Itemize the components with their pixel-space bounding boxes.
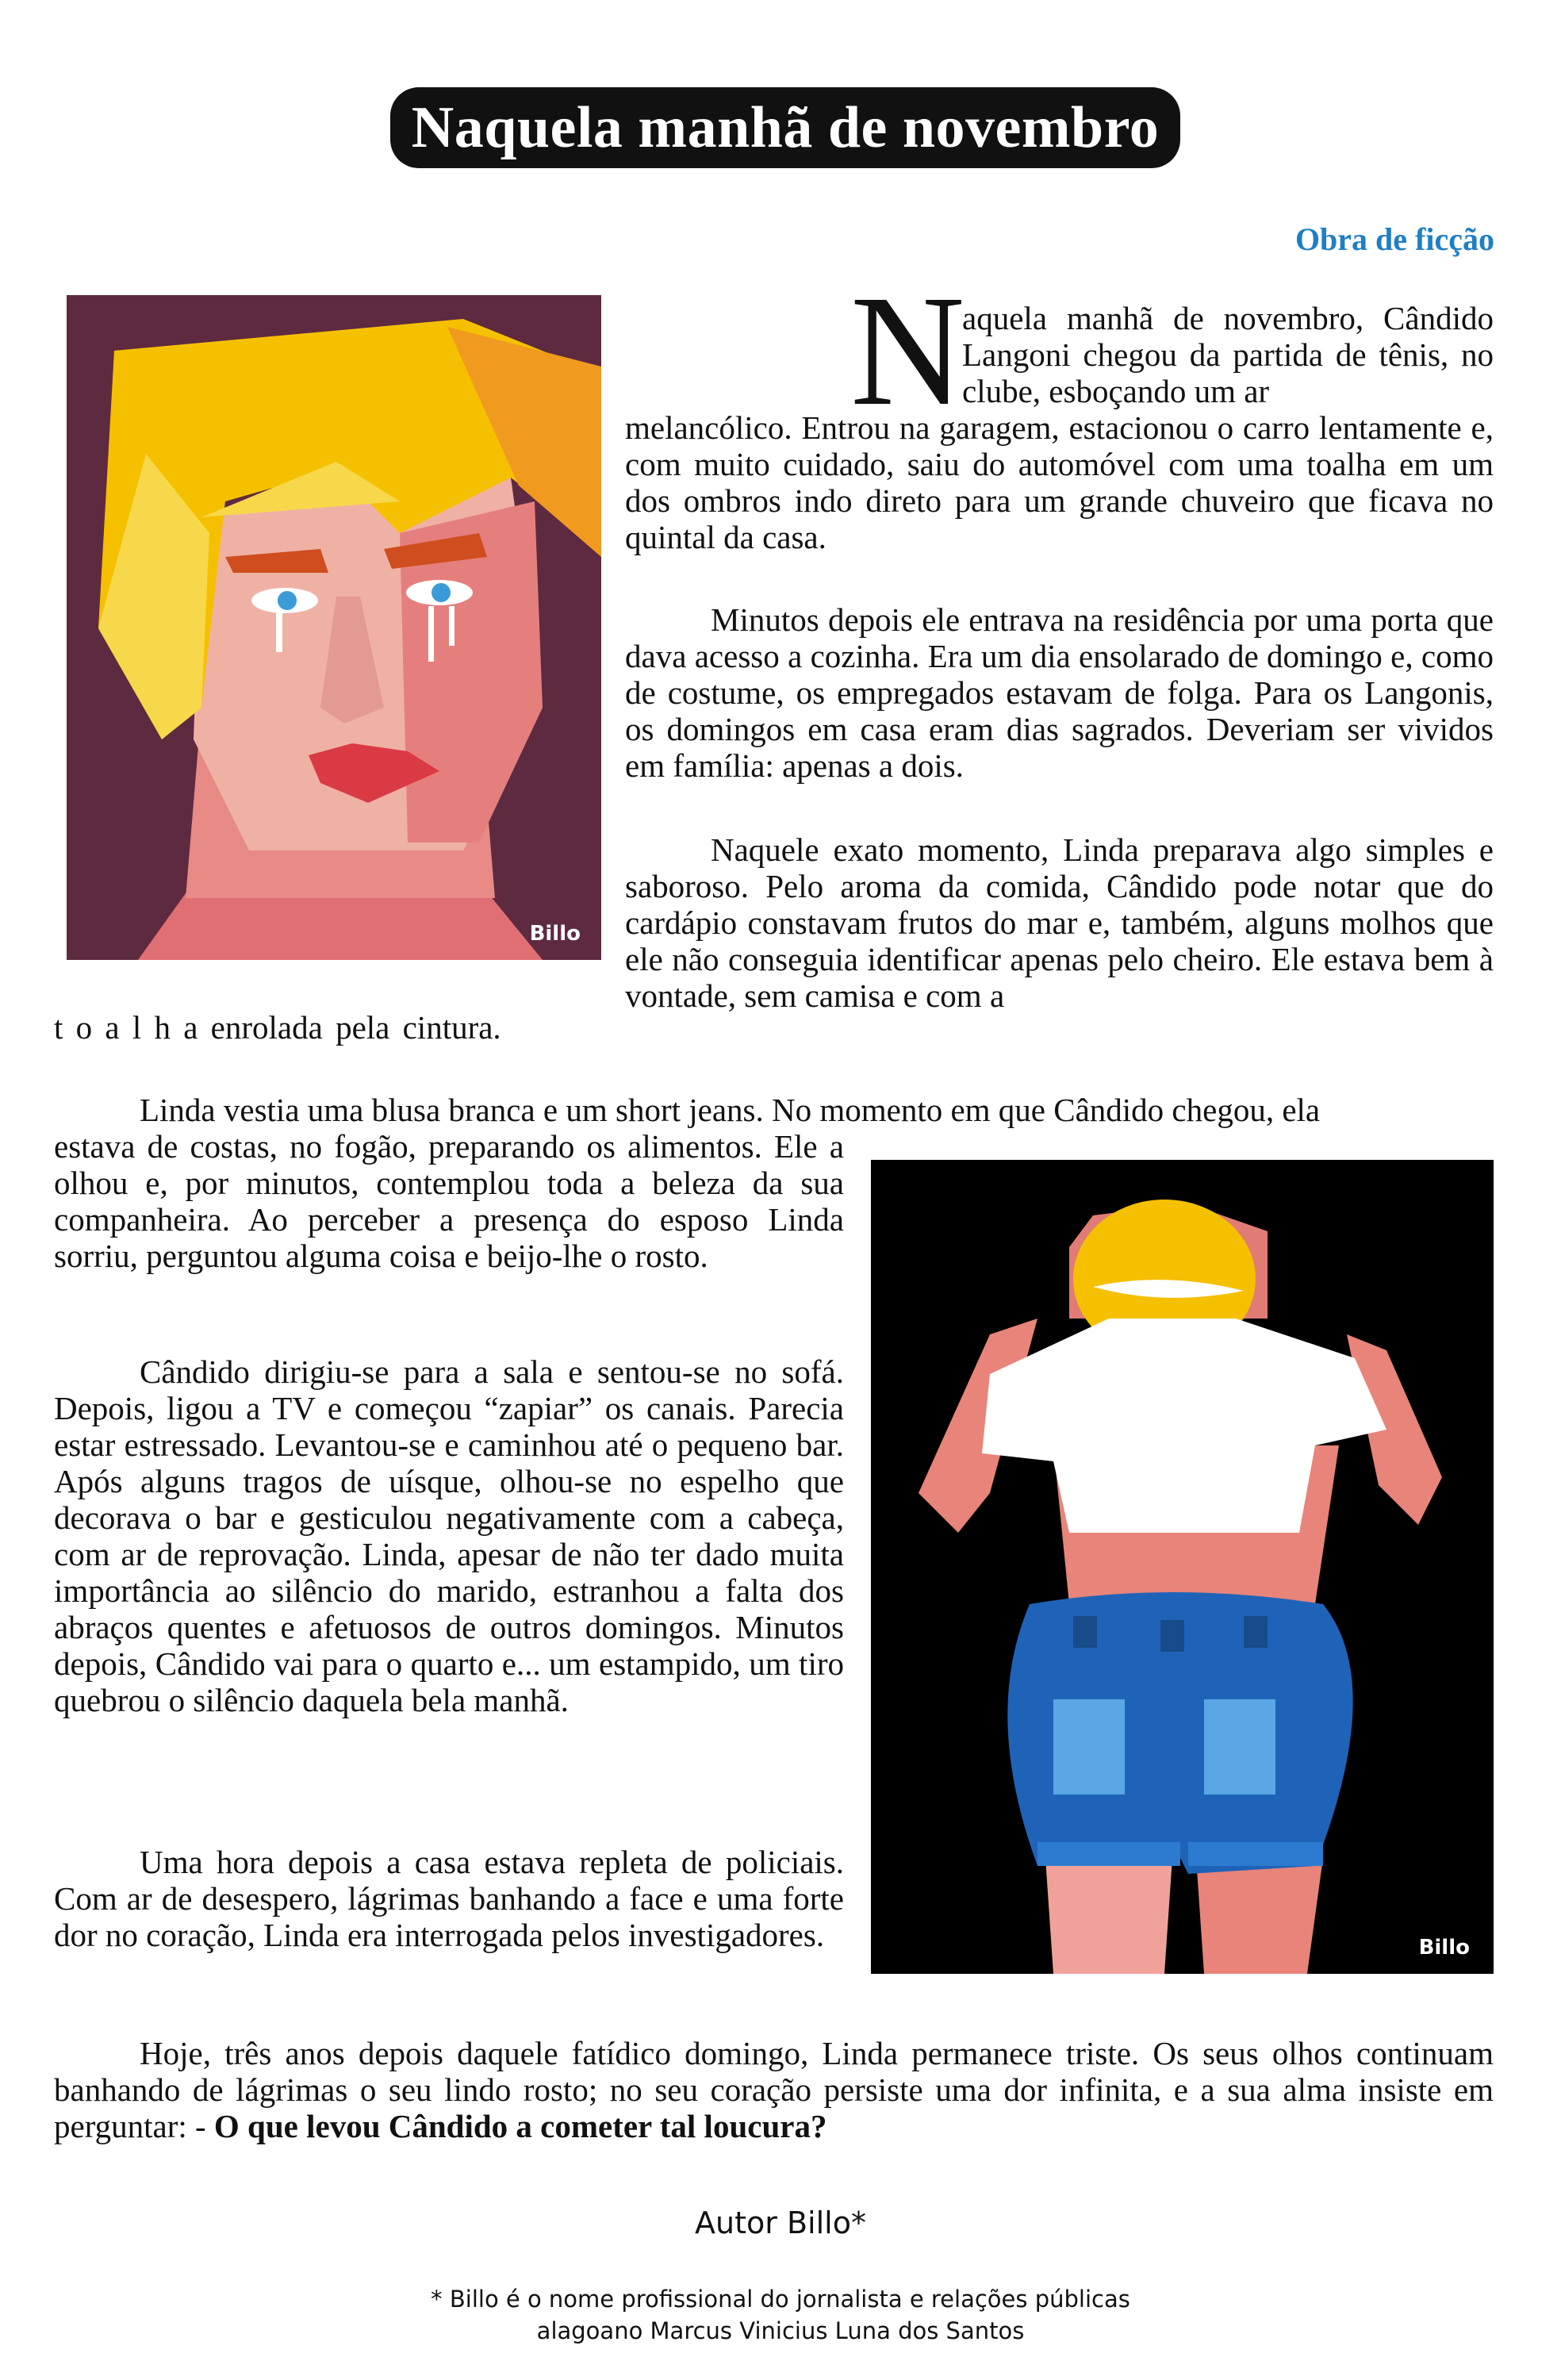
paragraph-1-first-lines: aquela manhã de novembro, Cândido Langoni chegou da partida de tênis, no clube, esboçando um ar	[962, 300, 1494, 409]
footnote-line-2: alagoano Marcus Vinicius Luna dos Santos	[536, 2317, 1025, 2344]
footnote	[0, 2283, 1561, 2347]
paragraph-7-text: Hoje, três anos depois daquele fatídico domingo, Linda permanece triste. Os seus olhos continuam banhando de lágrimas o seu lindo rosto; no seu coração persiste uma dor infinita, e a sua alma insiste em perguntar: -	[54, 2035, 1494, 2144]
illustration-signature: Billo	[1418, 1936, 1470, 1960]
crying-face-illustration	[67, 295, 601, 960]
paragraph-4-rest: estava de costas, no fogão, preparando os alimentos. Ele a olhou e, por minutos, contemplou toda a beleza da sua companheira. Ao perceber a presença do esposo Linda sorriu, perguntou alguma coisa e beijo-lhe o rosto.	[54, 1128, 844, 1274]
paragraph-1-rest: melancólico. Entrou na garagem, estacionou o carro lentamente e, com muito cuidado, saiu do automóvel com uma toalha em um dos ombros indo direto para um grande chuveiro que ficava no quintal da casa.	[625, 409, 1494, 555]
illustration-signature: Billo	[529, 922, 581, 946]
paragraph-6: Uma hora depois a casa estava repleta de policiais. Com ar de desespero, lágrimas banhando a face e uma forte dor no coração, Linda era interrogada pelos investigadores.	[54, 1844, 844, 1953]
paragraph-7	[54, 2035, 1494, 2144]
paragraph-4-first-line: Linda vestia uma blusa branca e um short jeans. No momento em que Cândido chegou, ela	[140, 1092, 1321, 1128]
genre-label: Obra de ficção	[1294, 221, 1494, 257]
paragraph-7-question: O que levou Cândido a cometer tal loucura?	[213, 2108, 827, 2144]
title-banner	[390, 87, 1180, 168]
drop-cap: N	[850, 263, 965, 439]
paragraph-2: Minutos depois ele entrava na residência por uma porta que dava acesso a cozinha. Era um dia ensolarado de domingo e, como de costume, os empregados estavam de folga. Para os Langonis, os domingos em casa eram dias sagrados. Deveriam ser vividos em família: apenas a dois.	[625, 601, 1494, 784]
paragraph-3-tail: t o a l h a enrolada pela cintura.	[54, 1009, 501, 1046]
woman-back-illustration	[871, 1160, 1494, 1974]
author-credit: Autor Billo*	[695, 2205, 866, 2240]
footnote-line-1: * Billo é o nome profissional do jornalista e relações públicas	[431, 2286, 1130, 2313]
paragraph-5: Cândido dirigiu-se para a sala e sentou-se no sofá. Depois, ligou a TV e começou “zapiar” os canais. Parecia estar estressado. Levantou-se e caminhou até o pequeno bar. Após alguns tragos de uísque, olhou-se no espelho que decorava o bar e gesticulou negativamente com a cabeça, com ar de reprovação. Linda, apesar de não ter dado muita importância ao silêncio do marido, estranhou a falta dos abraços quentes e afetuosos de outros domingos. Minutos depois, Cândido vai para o quarto e... um estampido, um tiro quebrou o silêncio daquela bela manhã.	[54, 1353, 844, 1718]
page-title: Naquela manhã de novembro	[411, 94, 1160, 160]
paragraph-3: Naquele exato momento, Linda preparava algo simples e saboroso. Pelo aroma da comida, Cândido pode notar que do cardápio constavam frutos do mar e, também, alguns molhos que ele não conseguia identificar apenas pelo cheiro. Ele estava bem à vontade, sem camisa e com a	[625, 831, 1494, 1014]
